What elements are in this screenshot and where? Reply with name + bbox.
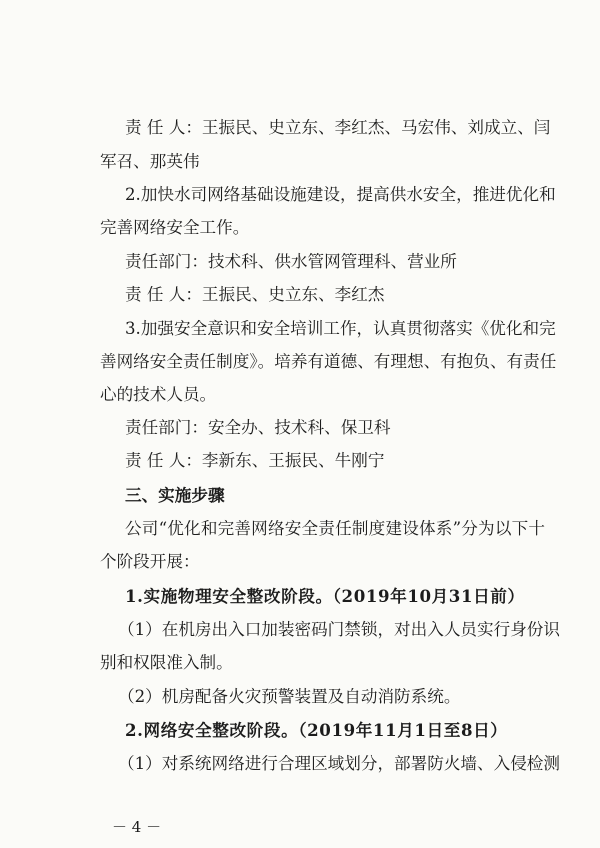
responsible-persons-line: 责 任 人：李新东、王振民、牛刚宁 — [125, 451, 385, 470]
responsible-persons-line: 责 任 人：王振民、史立东、李红杰、马宏伟、刘成立、闫 — [125, 118, 551, 137]
item-2-cont: 完善网络安全工作。 — [100, 218, 250, 237]
phase-1-item-1-cont: 别和权限准入制。 — [100, 653, 233, 672]
section-heading: 三、实施步骤 — [125, 485, 225, 505]
phase-2-heading: 2.网络安全整改阶段。（2019年11月1日至8日） — [125, 720, 508, 740]
paragraph-line: 公司“优化和完善网络安全责任制度建设体系”分为以下十 — [125, 519, 545, 538]
phase-2-item-1: （1）对系统网络进行合理区域划分，部署防火墙、入侵检测 — [118, 754, 560, 773]
responsible-dept-line: 责任部门：安全办、技术科、保卫科 — [125, 418, 391, 437]
phase-1-heading: 1.实施物理安全整改阶段。（2019年10月31日前） — [125, 586, 525, 606]
responsible-persons-line: 责 任 人：王振民、史立东、李红杰 — [125, 285, 385, 304]
responsible-dept-line: 责任部门：技术科、供水管网管理科、营业所 — [125, 252, 457, 271]
item-3-heading: 3.加强安全意识和安全培训工作，认真贯彻落实《优化和完 — [125, 319, 556, 338]
paragraph-line: 个阶段开展： — [100, 552, 200, 571]
phase-1-item-1: （1）在机房出入口加装密码门禁锁，对出入人员实行身份识 — [118, 620, 560, 639]
item-3-cont: 心的技术人员。 — [100, 385, 217, 404]
phase-1-item-2: （2）机房配备火灾预警装置及自动消防系统。 — [118, 687, 461, 706]
page-number: － 4 － — [112, 818, 162, 836]
responsible-persons-cont: 军召、那英伟 — [100, 152, 200, 171]
item-2-heading: 2.加快水司网络基础设施建设，提高供水安全，推进优化和 — [125, 185, 556, 204]
item-3-cont: 善网络安全责任制度》。培养有道德、有理想、有抱负、有责任 — [100, 352, 557, 371]
